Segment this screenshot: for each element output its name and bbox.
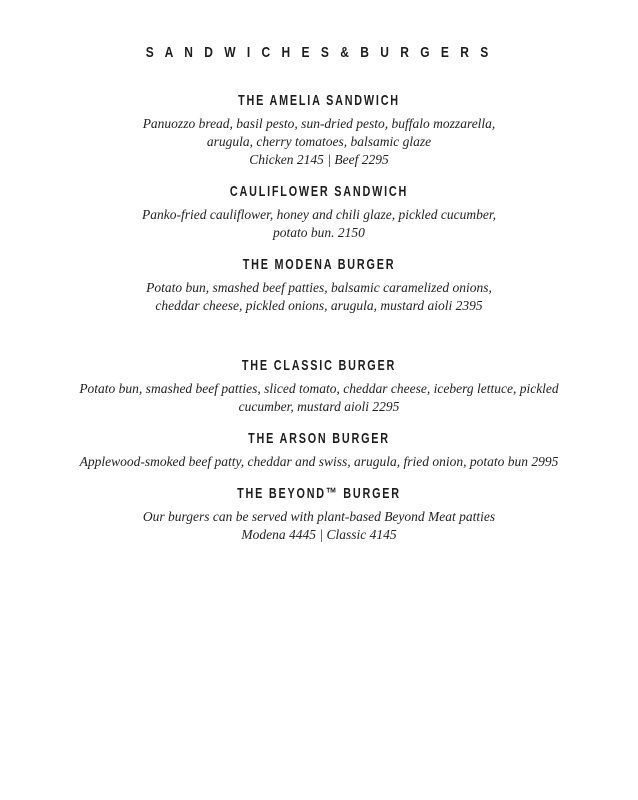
menu-item-desc-line: cheddar cheese, pickled onions, arugula, mustard aioli 2395 (155, 298, 483, 313)
menu-item-desc-line: cucumber, mustard aioli 2295 (238, 399, 400, 414)
menu-item-amelia-sandwich (29, 91, 609, 169)
menu-item-desc-line: arugula, cherry tomatoes, balsamic glaze (206, 134, 432, 149)
menu-item-modena-burger (29, 255, 609, 315)
menu-item-desc-line: Our burgers can be served with plant-based Beyond Meat patties (142, 509, 496, 524)
menu-item-desc-line: Applewood-smoked beef patty, cheddar and swiss, arugula, fried onion, potato bun 2995 (79, 454, 559, 469)
menu-item-name: THE AMELIA SANDWICH (238, 92, 400, 109)
menu-item-desc-line: Panuozzo bread, basil pesto, sun-dried pesto, buffalo mozzarella, (142, 116, 496, 131)
menu-item-name: CAULIFLOWER SANDWICH (229, 183, 409, 200)
menu-item-cauliflower-sandwich (29, 182, 609, 242)
menu-item-desc-line: potato bun. 2150 (273, 225, 365, 240)
menu-item-name: THE BEYOND™ BURGER (237, 485, 401, 502)
menu-item-classic-burger (29, 356, 609, 416)
menu-item-desc-line: Panko-fried cauliflower, honey and chili glaze, pickled cucumber, (142, 207, 496, 222)
menu-item-price-line: Modena 4445 | Classic 4145 (241, 527, 397, 542)
menu-section-title: S A N D W I C H E S & B U R G E R S (145, 44, 493, 61)
menu-item-desc-line: Potato bun, smashed beef patties, balsamic caramelized onions, (146, 280, 492, 295)
menu-item-desc-line: Potato bun, smashed beef patties, sliced tomato, cheddar cheese, iceberg lettuce, pickled (79, 381, 559, 396)
menu-item-beyond-burger (29, 484, 609, 544)
section-gap (0, 328, 638, 356)
menu-item-name: THE MODENA BURGER (242, 256, 396, 273)
menu-item-name: THE ARSON BURGER (248, 430, 390, 447)
menu-item-price-line: Chicken 2145 | Beef 2295 (249, 152, 389, 167)
menu-item-name: THE CLASSIC BURGER (241, 357, 397, 374)
menu-item-arson-burger (29, 429, 609, 471)
